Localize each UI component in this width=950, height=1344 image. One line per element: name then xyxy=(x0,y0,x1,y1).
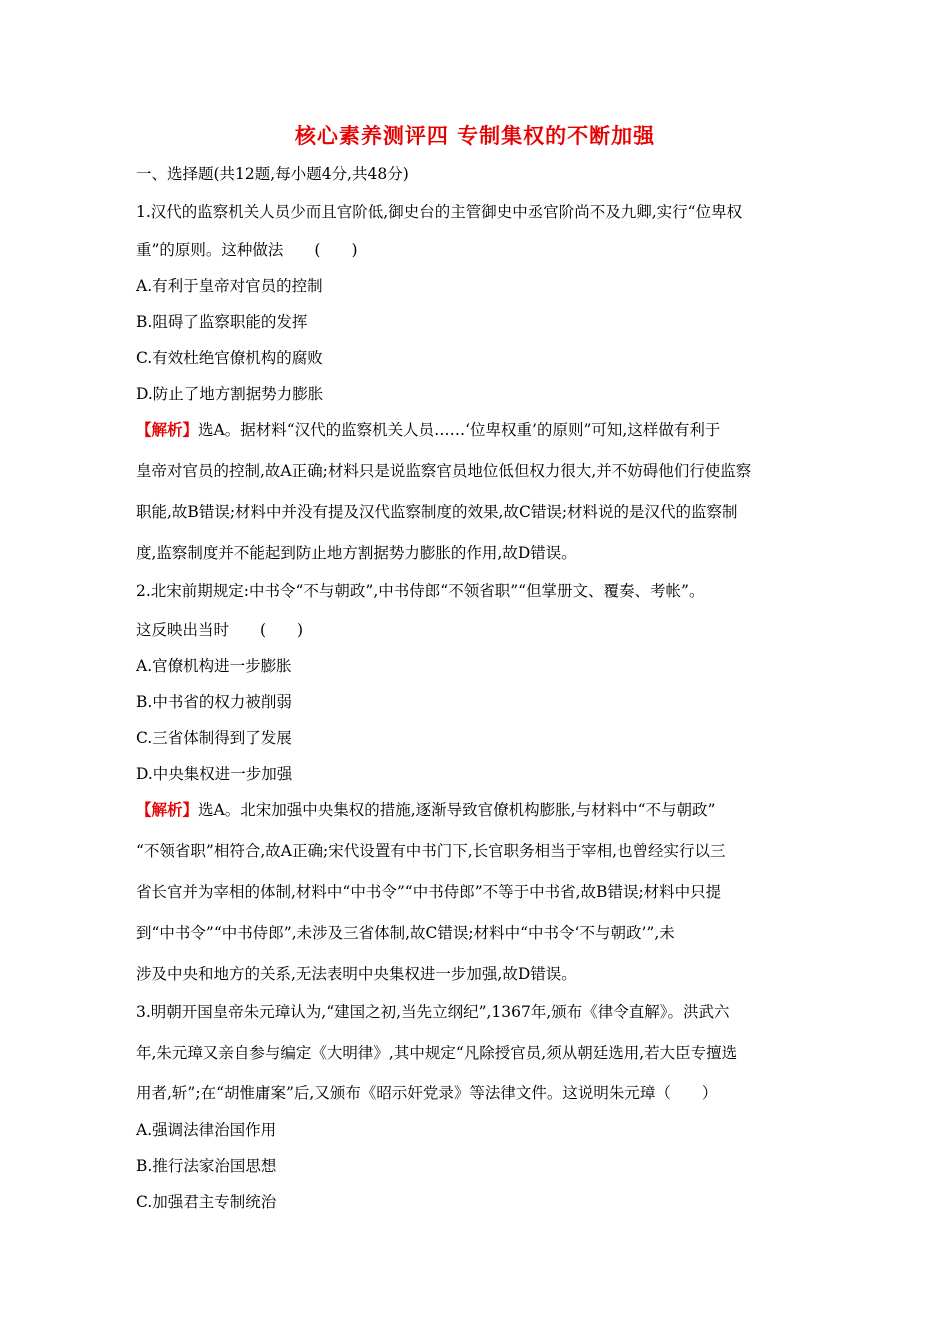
question-1-analysis-line-1 xyxy=(136,420,720,440)
section-heading: 一、选择题(共12题,每小题4分,共48分) xyxy=(136,165,409,183)
analysis-text: 选A。北宋加强中央集权的措施,逐渐导致官僚机构膨胀,与材料中“不与朝政” xyxy=(198,801,716,819)
question-1-option-c: C.有效杜绝官僚机构的腐败 xyxy=(136,349,323,367)
question-1-analysis-line-4: 度,监察制度并不能起到防止地方割据势力膨胀的作用,故D错误。 xyxy=(136,544,577,562)
question-1-stem-line-1: 1.汉代的监察机关人员少而且官阶低,御史台的主管御史中丞官阶尚不及九卿,实行“位卑权 xyxy=(136,203,743,221)
question-3-option-c: C.加强君主专制统治 xyxy=(136,1193,277,1211)
question-2-option-c: C.三省体制得到了发展 xyxy=(136,729,292,747)
question-2-analysis-line-1 xyxy=(136,800,715,820)
page-title: 核心素养测评四 专制集权的不断加强 xyxy=(294,123,656,148)
question-3-stem-line-1: 3.明朝开国皇帝朱元璋认为,“建国之初,当先立纲纪”,1367年,颁布《律令直解》。洪武六 xyxy=(136,1003,730,1021)
question-2-option-d: D.中央集权进一步加强 xyxy=(136,765,293,783)
question-3-stem-line-3: 用者,斩”;在“胡惟庸案”后,又颁布《昭示奸党录》等法律文件。这说明朱元璋（ ） xyxy=(136,1084,718,1102)
question-2-stem-line-1: 2.北宋前期规定:中书令“不与朝政”,中书侍郎“不领省职”“但掌册文、覆奏、考帐”。 xyxy=(136,582,705,600)
question-1-option-b: B.阻碍了监察职能的发挥 xyxy=(136,313,308,331)
analysis-label: 【解析】 xyxy=(136,420,199,439)
question-2-analysis-line-3: 省长官并为宰相的体制,材料中“中书令”“中书侍郎”不等于中书省,故B错误;材料中只提 xyxy=(136,883,722,901)
question-2-analysis-line-5: 涉及中央和地方的关系,无法表明中央集权进一步加强,故D错误。 xyxy=(136,965,577,983)
question-2-option-a: A.官僚机构进一步膨胀 xyxy=(136,657,292,675)
question-2-analysis-line-4: 到“中书令”“中书侍郎”,未涉及三省体制,故C错误;材料中“中书令‘不与朝政’”,未 xyxy=(136,924,675,942)
question-2-analysis-line-2: “不领省职”相符合,故A正确;宋代设置有中书门下,长官职务相当于宰相,也曾经实行以三 xyxy=(136,842,726,860)
question-1-stem-line-2: 重”的原则。这种做法 ( ) xyxy=(136,241,358,259)
question-2-stem-line-2: 这反映出当时 ( ) xyxy=(136,621,304,639)
question-2-option-b: B.中书省的权力被削弱 xyxy=(136,693,292,711)
question-1-option-a: A.有利于皇帝对官员的控制 xyxy=(136,277,323,295)
question-3-option-a: A.强调法律治国作用 xyxy=(136,1121,277,1139)
question-3-stem-line-2: 年,朱元璋又亲自参与编定《大明律》,其中规定“凡除授官员,须从朝廷选用,若大臣专擅选 xyxy=(136,1044,738,1062)
question-1-analysis-line-3: 职能,故B错误;材料中并没有提及汉代监察制度的效果,故C错误;材料说的是汉代的监察制 xyxy=(136,503,738,521)
question-1-option-d: D.防止了地方割据势力膨胀 xyxy=(136,385,324,403)
analysis-label: 【解析】 xyxy=(136,800,199,819)
question-3-option-b: B.推行法家治国思想 xyxy=(136,1157,277,1175)
analysis-text: 选A。据材料“汉代的监察机关人员……‘位卑权重’的原则”可知,这样做有利于 xyxy=(198,421,721,439)
question-1-analysis-line-2: 皇帝对官员的控制,故A正确;材料只是说监察官员地位低但权力很大,并不妨碍他们行使监察 xyxy=(136,462,752,480)
